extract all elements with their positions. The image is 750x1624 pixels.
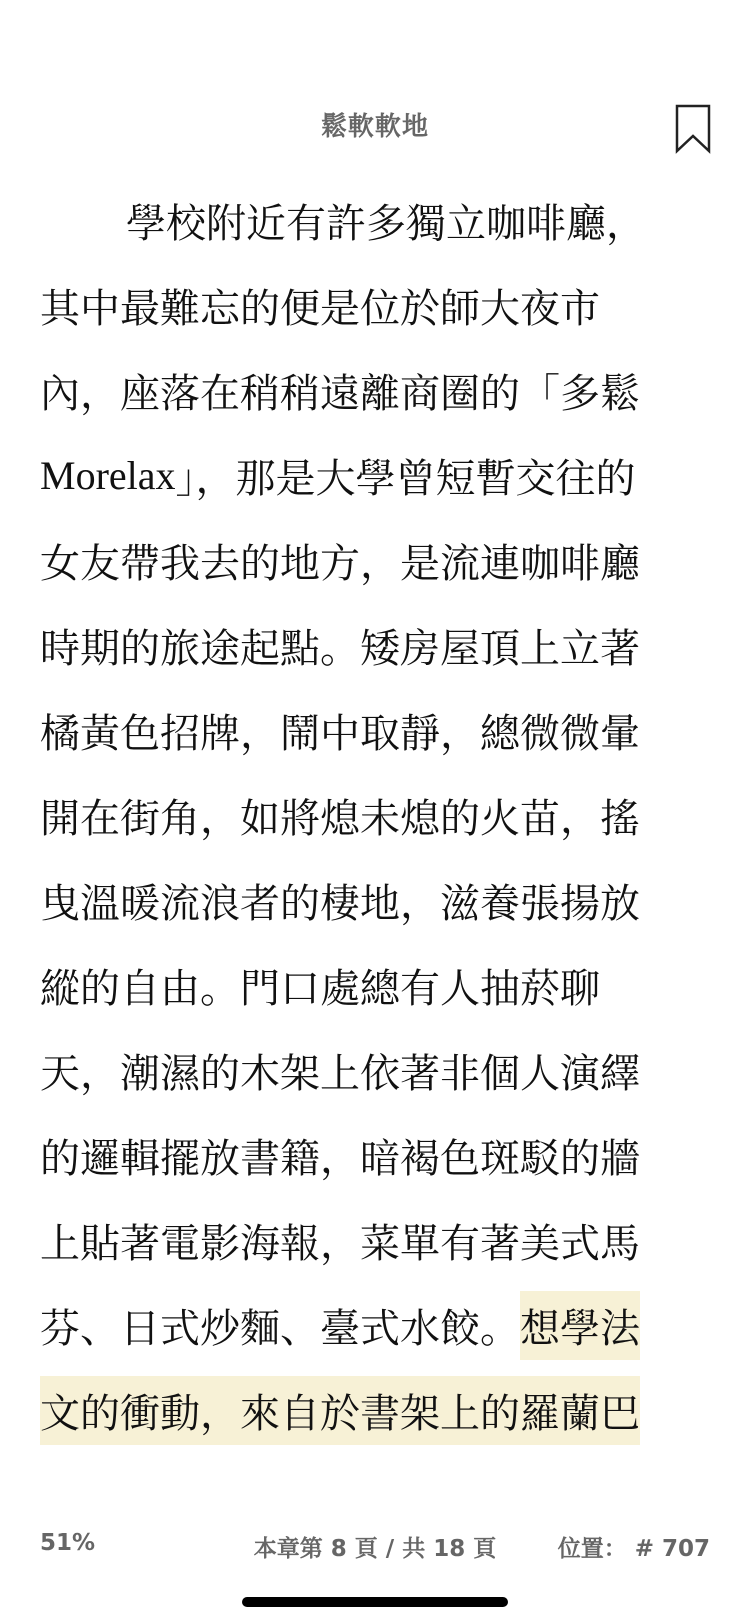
text-line: 的邏輯擺放書籍，暗褐色斑駁的牆 xyxy=(40,1136,640,1182)
bookmark-icon[interactable] xyxy=(675,104,711,154)
location-indicator: 位置： # 707 xyxy=(557,1536,710,1562)
home-indicator[interactable] xyxy=(242,1597,508,1607)
highlighted-text[interactable]: 文的衝動，來自於書架上的羅蘭巴 xyxy=(40,1376,640,1445)
text-line: 曳溫暖流浪者的棲地，滋養張揚放 xyxy=(40,881,640,927)
reading-content xyxy=(40,178,710,1453)
text-line: 天，潮濕的木架上依著非個人演繹 xyxy=(40,1051,640,1097)
text-line: 縱的自由。門口處總有人抽菸聊 xyxy=(40,966,600,1012)
highlighted-text[interactable]: 想學法 xyxy=(520,1291,640,1360)
text-line: 芬、日式炒麵、臺式水餃。 想學法 xyxy=(40,1283,710,1368)
text-line: Morelax 」，那是大學曾短暫交往的 xyxy=(40,453,636,502)
page-info: 本章第 8 頁 / 共 18 頁 xyxy=(253,1536,497,1562)
text-line: 其中最難忘的便是位於師大夜市 xyxy=(40,286,600,332)
reader-footer xyxy=(0,1530,750,1570)
text-line: 時期的旅途起點。矮房屋頂上立著 xyxy=(40,626,640,672)
text-line: 女友帶我去的地方，是流連咖啡廳 xyxy=(40,541,640,587)
text-line xyxy=(40,1368,710,1453)
text-line: 內，座落在稍稍遠離商圈的「多鬆 xyxy=(40,371,640,417)
reading-progress: 51% xyxy=(40,1530,96,1556)
chapter-title: 鬆軟軟地 xyxy=(320,112,429,142)
latin-word: Morelax xyxy=(40,453,176,498)
text-line: 上貼著電影海報，菜單有著美式馬 xyxy=(40,1221,640,1267)
text-line: 開在街角，如將熄未熄的火苗，搖 xyxy=(40,796,640,842)
text-line: 橘黃色招牌，鬧中取靜，總微微暈 xyxy=(40,711,640,757)
text-line: 學校附近有許多獨立咖啡廳， xyxy=(126,201,646,247)
